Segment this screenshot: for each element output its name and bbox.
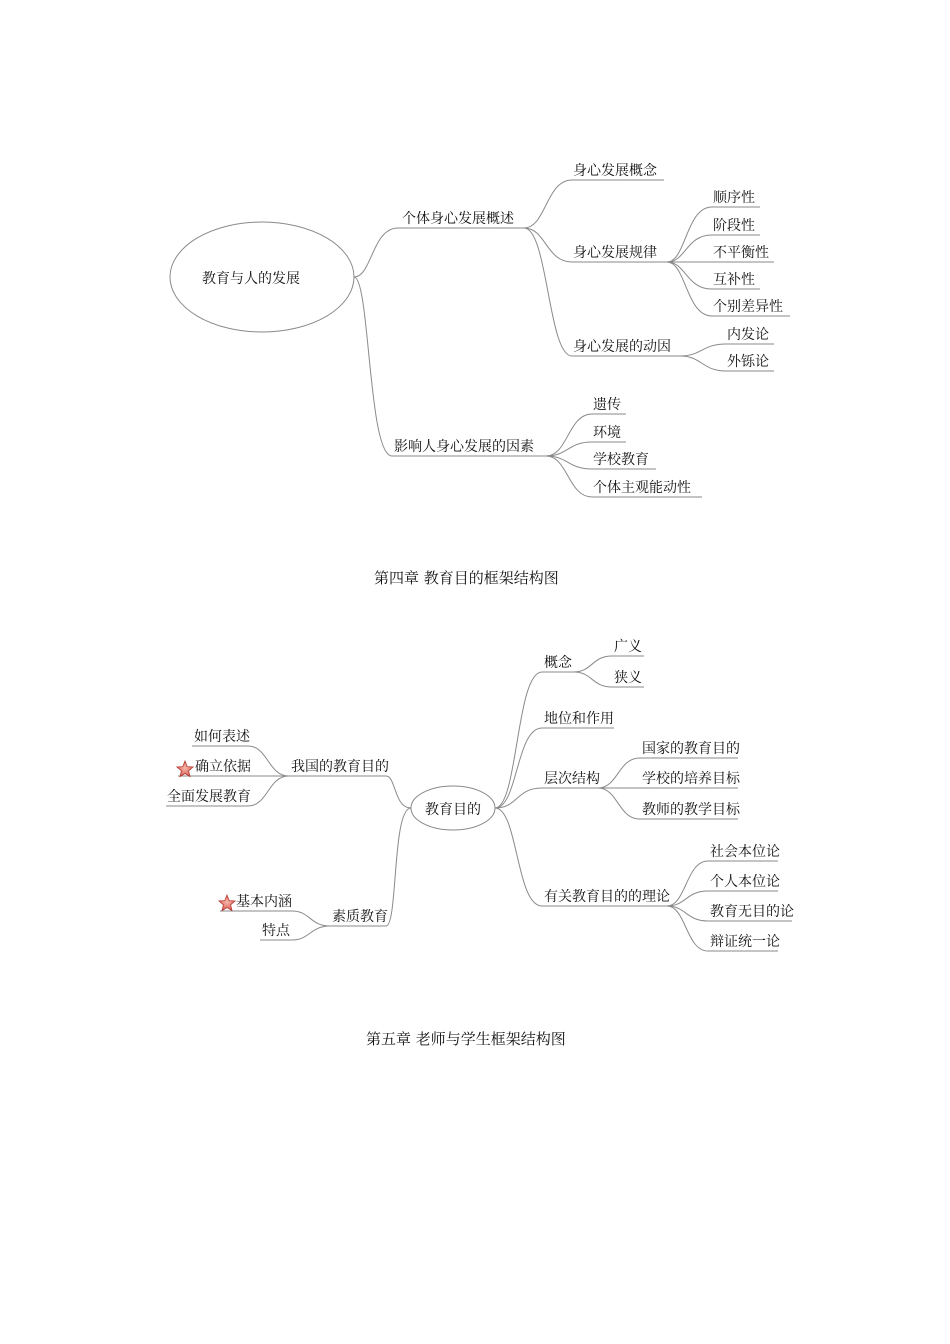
- node-concept-item[interactable]: 广义: [614, 639, 642, 655]
- node-rule-item[interactable]: 互补性: [713, 272, 755, 288]
- node-level-item[interactable]: 国家的教育目的: [642, 741, 740, 757]
- node-quality[interactable]: 素质教育: [332, 909, 388, 925]
- node-theory-item[interactable]: 教育无目的论: [710, 904, 794, 920]
- node-factor-item[interactable]: 个体主观能动性: [593, 480, 691, 496]
- root-label-1: 教育与人的发展: [202, 271, 300, 287]
- node-goal-item[interactable]: 确立依据: [195, 759, 251, 775]
- caption-chapter-5: 第五章 老师与学生框架结构图: [366, 1030, 566, 1048]
- mindmap-1: [170, 162, 790, 497]
- node-quality-item[interactable]: 基本内涵: [236, 894, 292, 910]
- node-rule-item[interactable]: 个别差异性: [713, 299, 783, 315]
- node-theory-item[interactable]: 辩证统一论: [710, 934, 780, 950]
- node-rule-item[interactable]: 不平衡性: [713, 245, 769, 261]
- root-label-2: 教育目的: [425, 802, 481, 818]
- node-level-item[interactable]: 学校的培养目标: [642, 771, 740, 787]
- node-rule-item[interactable]: 阶段性: [713, 218, 755, 234]
- node-concept[interactable]: 身心发展概念: [573, 163, 657, 179]
- node-levels[interactable]: 层次结构: [544, 771, 600, 787]
- node-factor-item[interactable]: 环境: [593, 425, 621, 441]
- caption-chapter-4: 第四章 教育目的框架结构图: [374, 569, 559, 587]
- node-theory-item[interactable]: 个人本位论: [710, 874, 780, 890]
- node-concept-2[interactable]: 概念: [544, 655, 572, 671]
- node-theory-item[interactable]: 社会本位论: [710, 844, 780, 860]
- node-motive[interactable]: 身心发展的动因: [573, 339, 671, 355]
- node-factors[interactable]: 影响人身心发展的因素: [394, 439, 534, 455]
- node-overview[interactable]: 个体身心发展概述: [402, 211, 514, 227]
- node-level-item[interactable]: 教师的教学目标: [642, 802, 740, 818]
- node-our-goal[interactable]: 我国的教育目的: [291, 759, 389, 775]
- node-motive-item[interactable]: 内发论: [727, 327, 769, 343]
- mindmap-2: [166, 639, 794, 951]
- node-goal-item[interactable]: 如何表述: [194, 729, 250, 745]
- node-rule-item[interactable]: 顺序性: [713, 190, 755, 206]
- node-theory[interactable]: 有关教育目的的理论: [544, 889, 670, 905]
- node-concept-item[interactable]: 狭义: [614, 670, 642, 686]
- star-icon: [177, 761, 193, 777]
- node-factor-item[interactable]: 学校教育: [593, 452, 649, 468]
- node-status[interactable]: 地位和作用: [544, 711, 614, 727]
- node-rules[interactable]: 身心发展规律: [573, 245, 657, 261]
- node-goal-item[interactable]: 全面发展教育: [167, 789, 251, 805]
- star-icon: [219, 895, 235, 911]
- node-motive-item[interactable]: 外铄论: [727, 354, 769, 370]
- node-quality-item[interactable]: 特点: [262, 923, 290, 939]
- node-factor-item[interactable]: 遗传: [593, 397, 621, 413]
